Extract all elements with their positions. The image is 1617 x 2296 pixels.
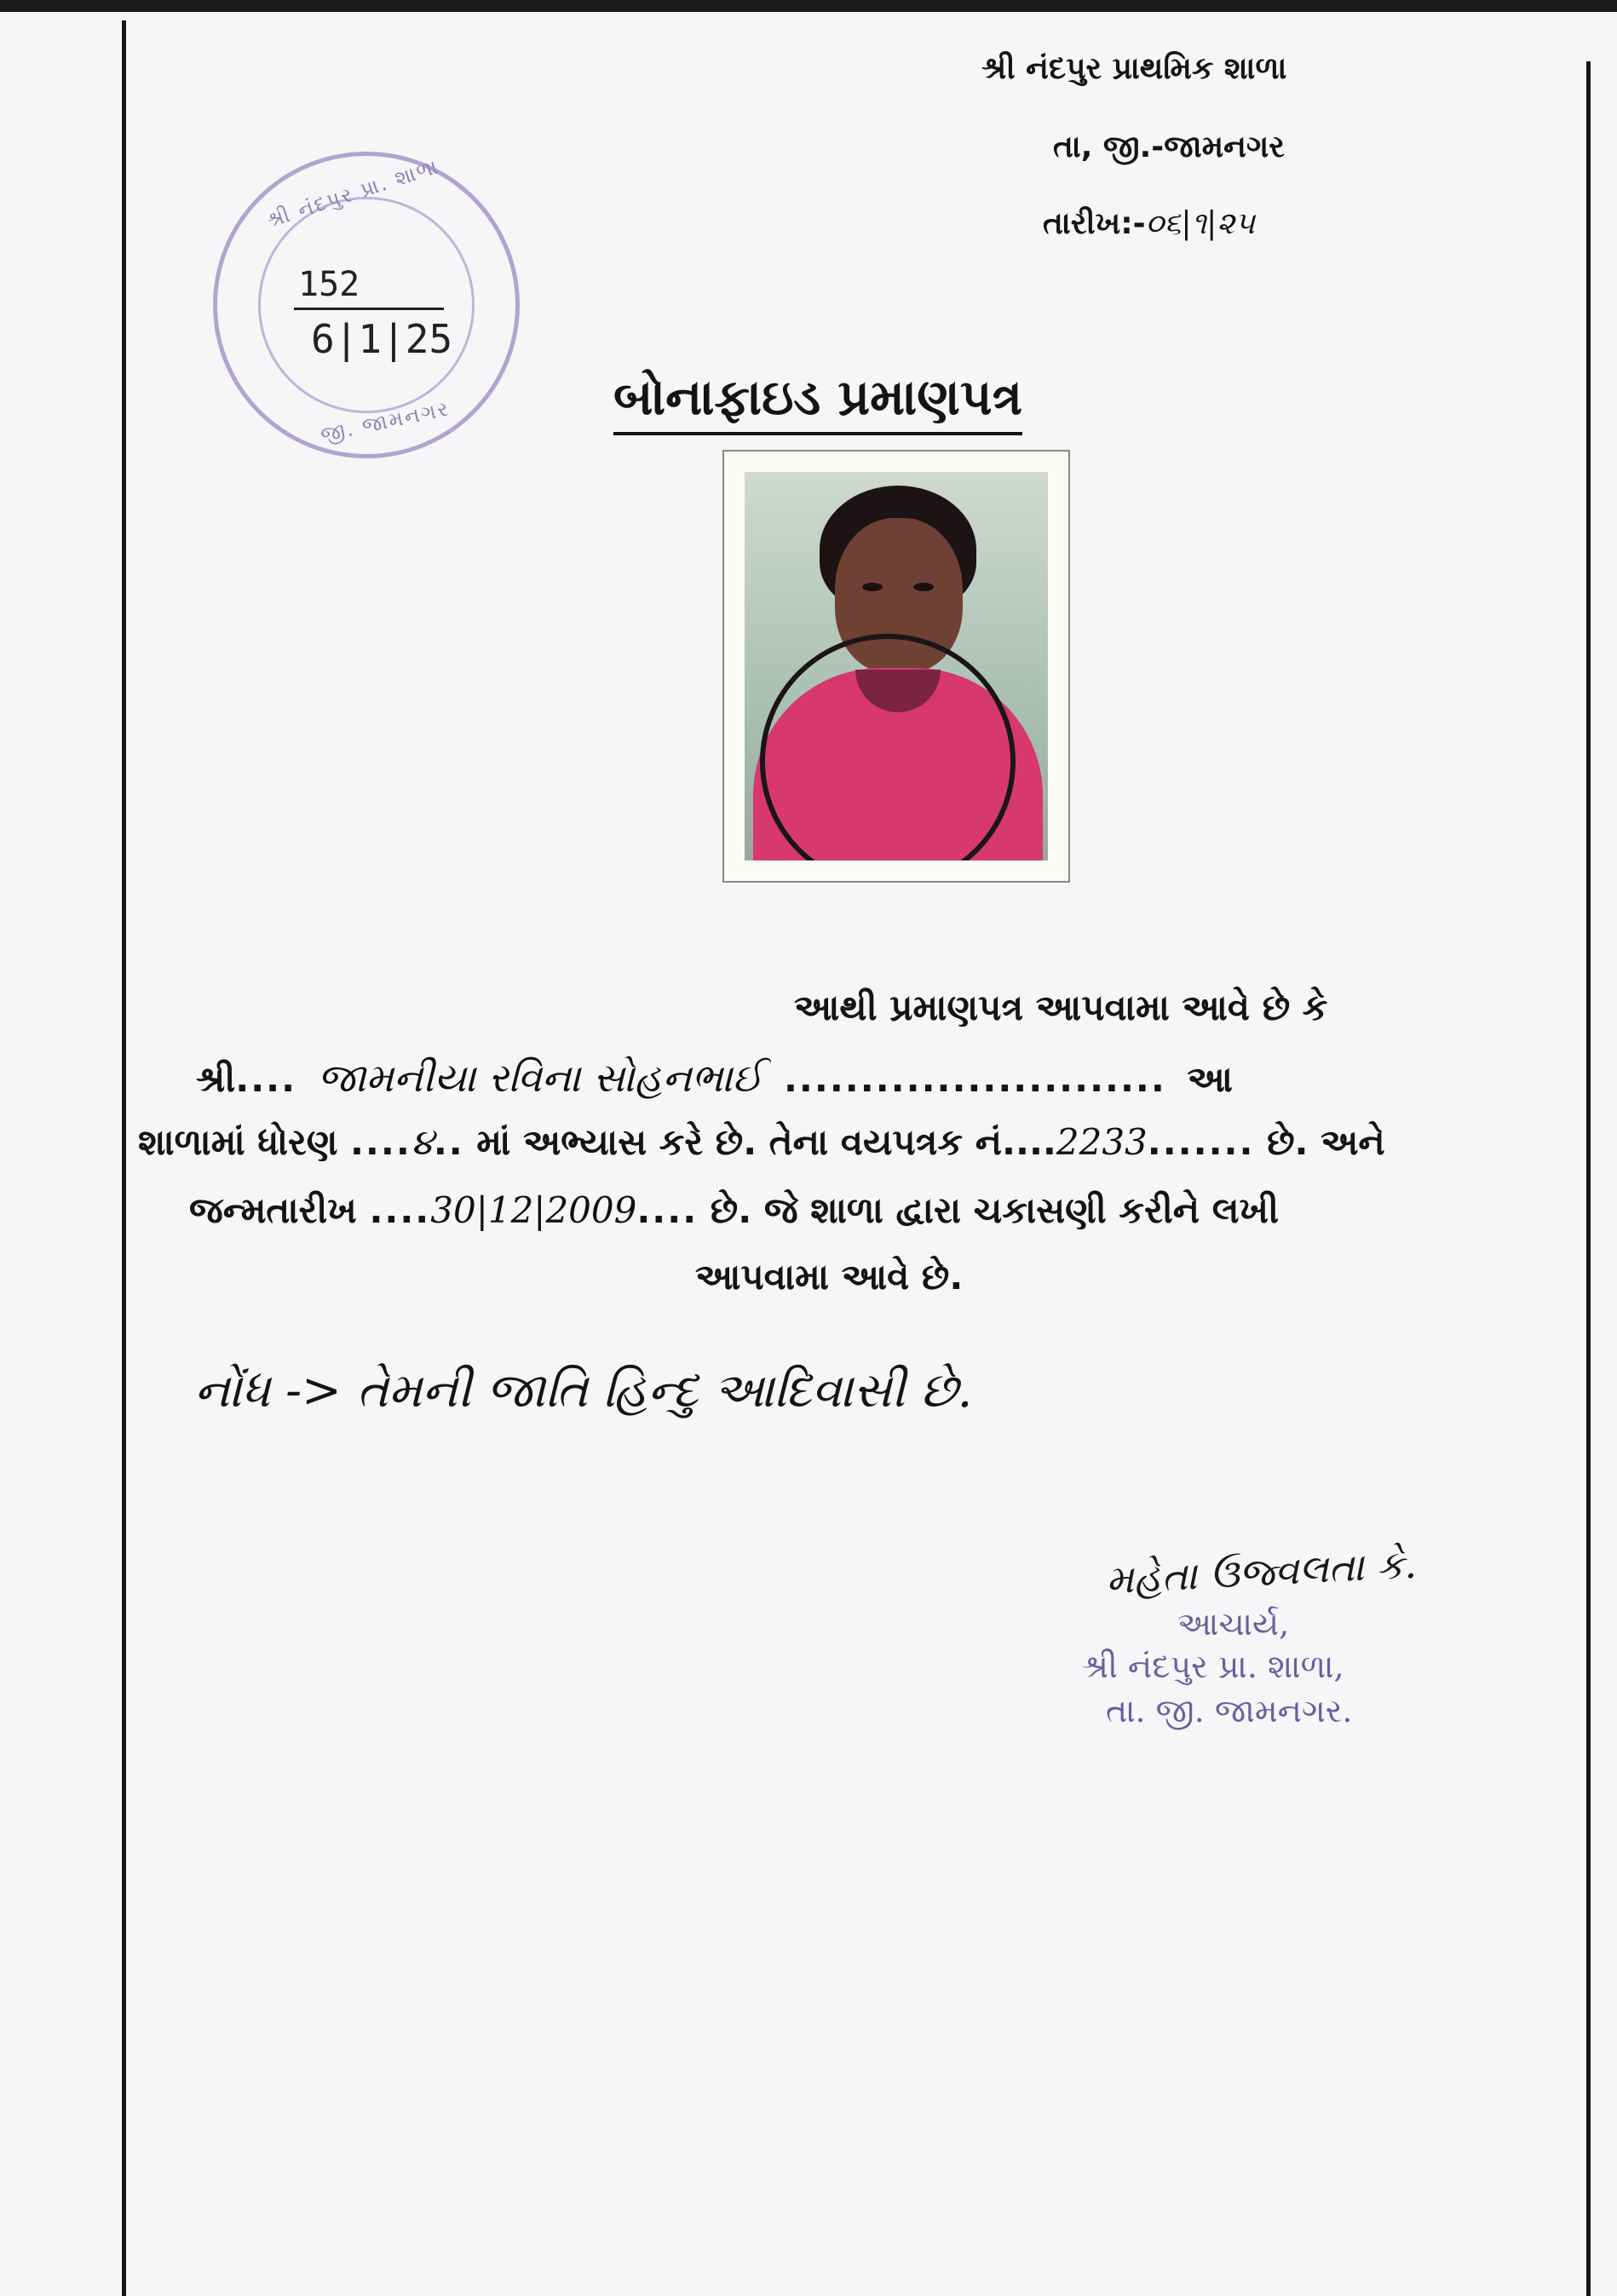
school-std-label: શાળામાં ધોરણ — [138, 1121, 338, 1163]
scan-top-edge — [0, 0, 1617, 12]
handwritten-note: નોંધ -> તેમની જાતિ હિન્દુ આદિવાસી છે. — [194, 1363, 973, 1418]
intro-line: આથી પ્રમાણપત્ર આપવામા આવે છે કે — [794, 987, 1328, 1028]
seal-entry-number: 152 — [298, 265, 360, 304]
student-name: જામનીયા રવિના સોહનભાઈ — [317, 1055, 763, 1101]
left-border-line — [122, 20, 126, 2296]
aa-label: આ — [1187, 1058, 1233, 1100]
seal-entry-date: 6|1|25 — [311, 316, 453, 362]
student-photo — [722, 450, 1070, 883]
register-number: 2233 — [1056, 1121, 1148, 1163]
standard-value: ૪ — [411, 1121, 434, 1163]
seal-arc-bottom: જી. જામનગર — [318, 396, 452, 447]
school-name: શ્રી નંદપુર પ્રાથમિક શાળા — [981, 51, 1287, 86]
dob-label: જન્મતારીખ — [189, 1189, 357, 1231]
taluka-district: તા, જી.-જામનગર — [1053, 129, 1285, 164]
principal-stamp-place: તા. જી. જામનગર. — [1106, 1692, 1353, 1729]
right-border-line — [1586, 61, 1591, 2296]
principal-stamp-school: શ્રી નંદપુર પ્રા. શાળા, — [1082, 1648, 1344, 1685]
certificate-title: બોનાફાઇડ પ્રમાણપત્ર — [613, 368, 1022, 435]
principal-stamp-title: આચાર્ય, — [1177, 1605, 1290, 1643]
standard-line: શાળામાં ધોરણ ....૪.. માં અભ્યાસ કરે છે. તેના વયપત્રક નં....2233....... છે. અને — [138, 1121, 1385, 1163]
photo-image — [745, 472, 1048, 860]
seal-arc-top: શ્રી નંદપુર પ્રા. શાળા — [263, 154, 442, 233]
study-text: માં અભ્યાસ કરે છે. તેના વયપત્રક નં.... — [476, 1121, 1056, 1163]
dob-value: 30|12|2009 — [430, 1189, 637, 1231]
date-label: તારીખ:- — [1043, 206, 1146, 241]
shri-label: શ્રી — [196, 1058, 236, 1100]
photo-eye-left — [862, 583, 883, 591]
seal-divider — [294, 308, 444, 310]
name-line: શ્રી.... જામનીયા રવિના સોહનભાઈ ......................... આ — [196, 1055, 1233, 1101]
issue-date — [1043, 206, 1255, 242]
principal-signature: મહેતા ઉજ્વલતા કે. — [1104, 1540, 1418, 1603]
photo-stamp-ring — [760, 634, 1016, 860]
dob-line: જન્મતારીખ ....30|12|2009.... છે. જે શાળા દ્વારા ચકાસણી કરીને લખી — [189, 1189, 1279, 1231]
che-ane: છે. અને — [1267, 1121, 1385, 1163]
closing-line: આપવામા આવે છે. — [695, 1256, 964, 1298]
photo-eye-right — [913, 583, 934, 591]
seal-inner-ring — [258, 197, 475, 413]
date-value: ૦૬|૧|૨૫ — [1145, 206, 1256, 241]
verification-text: છે. જે શાળા દ્વારા ચકાસણી કરીને લખી — [710, 1189, 1279, 1231]
inward-seal — [213, 152, 520, 458]
